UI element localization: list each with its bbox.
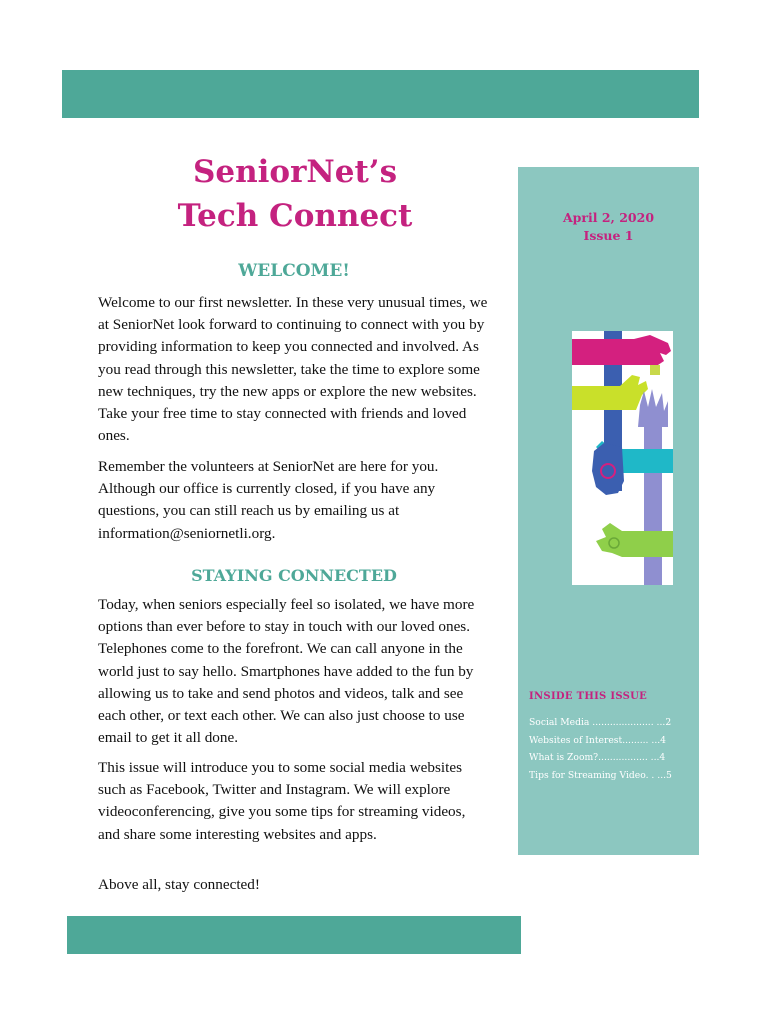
small-card-shape (650, 365, 660, 375)
toc-item: Social Media ..................... ...2 (529, 717, 672, 728)
toc-item: Websites of Interest......... ...4 (529, 734, 667, 746)
sidebar-panel (518, 167, 699, 855)
magenta-arm-shape (572, 339, 634, 365)
blue-hand-shape (592, 443, 624, 495)
green-arm-shape (622, 531, 673, 557)
hands-art-icon (572, 331, 673, 585)
purple-hand-shape (638, 389, 668, 427)
reaching-hands-illustration (572, 331, 673, 585)
title-line-2: Tech Connect (177, 198, 413, 234)
lime-arm-shape (572, 386, 620, 410)
title-line-1: SeniorNet’s (192, 154, 398, 190)
issue-date: April 2, 2020 (562, 210, 655, 225)
staying-paragraph-2: This issue will introduce you to some social media websites such as Facebook, Twitter and Instagram. We will explore videoconferencing, give you some tips for streaming videos, and share some interesting websites and apps. (98, 759, 466, 843)
issue-info (518, 209, 699, 245)
welcome-heading: WELCOME! (238, 261, 350, 281)
staying-closing-line: Above all, stay connected! (98, 876, 260, 893)
welcome-paragraph-2: Remember the volunteers at SeniorNet are here for you. Although our office is currently closed, if you have any questions, you can still reach us by emailing us at information@seniornetli.org. (98, 458, 439, 542)
magenta-hand-shape (634, 335, 671, 365)
toc-item: Tips for Streaming Video. . ...5 (529, 769, 672, 781)
footer-banner-bar (67, 916, 521, 954)
staying-connected-heading: STAYING CONNECTED (191, 566, 397, 585)
table-of-contents (529, 714, 694, 784)
inside-this-issue-heading: INSIDE THIS ISSUE (529, 691, 648, 702)
newsletter-title (125, 150, 465, 238)
staying-paragraph-1: Today, when seniors especially feel so isolated, we have more options than ever before to stay in touch with our loved ones. Telephones come to the forefront. We can call anyone in the world just to say hello. Smartphones have added to the fun by allowing us to take and send photos and videos, talk and see each other, or text each other. We can also just choose to use email to get it all done. (98, 596, 475, 747)
toc-item: What is Zoom?................. ...4 (529, 752, 666, 763)
header-banner-bar (62, 70, 699, 118)
issue-number: Issue 1 (583, 228, 634, 243)
welcome-paragraph-1: Welcome to our first newsletter. In these very unusual times, we at SeniorNet look forward to continuing to connect with you by providing information to keep you connected and involved. As you read through this newsletter, take the time to explore some new techniques, try the new apps or explore the new websites. Take your free time to stay connected with friends and loved ones. (98, 294, 488, 445)
